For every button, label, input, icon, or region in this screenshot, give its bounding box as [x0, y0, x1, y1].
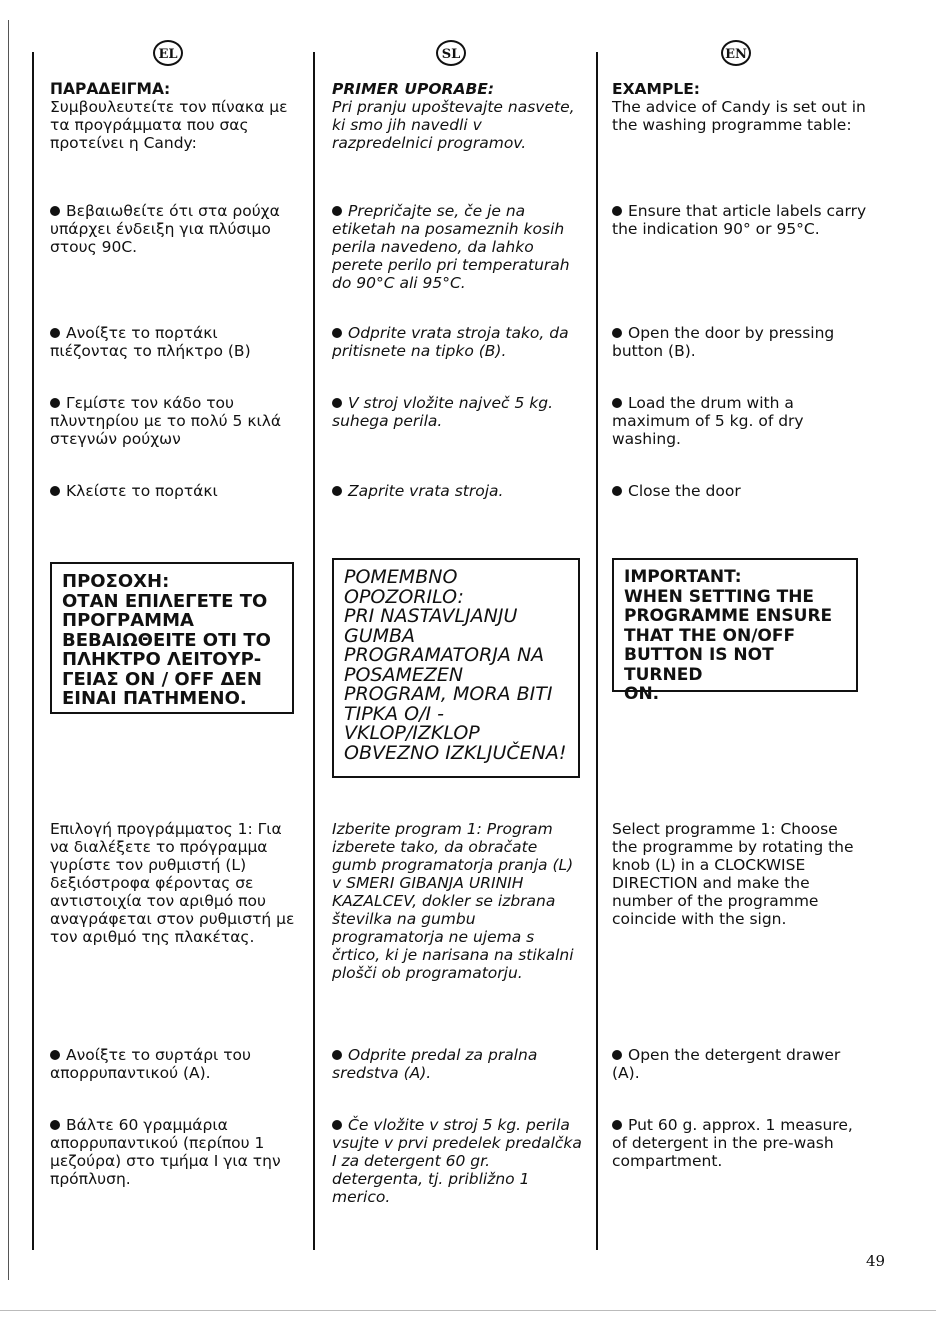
- step-text: Βάλτε 60 γραμμάρια απορρυπαντικού (περίπου 1 μεζούρα) στο τμήμα I για την πρόπλυση.: [50, 1116, 281, 1188]
- step-close-door: [612, 482, 867, 500]
- step-add-detergent: [612, 1116, 867, 1170]
- column-divider-right: [596, 52, 598, 1250]
- step-text: Βεβαιωθείτε ότι στα ρούχα υπάρχει ένδειξη για πλύσιμο στους 90C.: [50, 202, 280, 256]
- warning-line: ΠΡΟΓΡΑΜΜΑ: [62, 610, 194, 631]
- bottom-rule: [0, 1310, 936, 1311]
- warning-line: ΠΡΟΣΟΧΗ:: [62, 571, 170, 592]
- warning-line: OPOZORILO:: [344, 585, 464, 608]
- select-programme-text: Επιλογή προγράμματος 1: Για να διαλέξετε το πρόγραμμα γυρίστε τον ρυθμιστή (L) δεξιόστροφα φέροντας σε αντιστοιχία τον αριθμό που αναγράφεται στον ρυθμιστή με τον αριθμό της πλακέτας.: [50, 820, 295, 946]
- language-badge-en: EN: [721, 40, 751, 66]
- step-close-door: [332, 482, 584, 500]
- language-badge-sl: SL: [436, 40, 466, 66]
- select-programme-text: Izberite program 1: Program izberete tako, da obračate gumb programatorja pranja (L) v SMERI GIBANJA URINIH KAZALCEV, dokler se izbrana številka na gumbu programatorja ne ujema s črtico, ki je narisana na stikalni plošči ob programatorju.: [332, 820, 574, 982]
- warning-box: [612, 558, 858, 704]
- warning-box: [50, 562, 294, 714]
- warning-line: ΒΕΒΑΙΩΘΕΙΤΕ ΟΤΙ ΤΟ: [62, 629, 271, 651]
- example-block: [50, 80, 300, 152]
- warning-line: OBVEZNO IZKLJUČENA!: [344, 741, 567, 764]
- warning-line: ΓΕΙΑΣ ON / OFF ΔΕΝ: [62, 668, 262, 690]
- example-heading: PRIMER UPORABE:: [332, 80, 495, 98]
- step-load-drum: [332, 394, 584, 430]
- step-text: Put 60 g. approx. 1 measure, of detergent in the pre-wash compartment.: [612, 1116, 853, 1170]
- warning-line: GUMBA: [344, 624, 416, 647]
- column-divider-middle: [313, 52, 315, 1250]
- example-text: Pri pranju upoštevajte nasvete, ki smo jih navedli v razpredelnici programov.: [332, 98, 575, 152]
- step-text: Prepričajte se, če je na etiketah na posameznih kosih perila navedeno, da lahko perete perilo pri temperaturah do 90°C ali 95°C.: [332, 202, 570, 292]
- step-text: Load the drum with a maximum of 5 kg. of dry washing.: [612, 394, 804, 448]
- step-text: Γεμίστε τον κάδο του πλυντηρίου με το πολύ 5 κιλά στεγνών ρούχων: [50, 394, 282, 448]
- column-divider-left: [32, 52, 34, 1250]
- select-programme-text: Select programme 1: Choose the programme by rotating the knob (L) in a CLOCKWISE DIRECTION and make the number of the programme coincide with the sign.: [612, 820, 854, 928]
- step-text: Κλείστε το πορτάκι: [66, 482, 218, 500]
- warning-line: BUTTON IS NOT TURNED: [624, 645, 774, 685]
- step-text: Odprite predal za pralna sredstva (A).: [332, 1046, 538, 1082]
- step-text: Zaprite vrata stroja.: [348, 482, 504, 500]
- step-open-door: [332, 324, 584, 360]
- step-load-drum: [612, 394, 867, 448]
- step-text: Open the door by pressing button (B).: [612, 324, 835, 360]
- example-block: [612, 80, 867, 134]
- warning-line: VKLOP/IZKLOP: [344, 722, 480, 744]
- step-text: Ensure that article labels carry the indication 90° or 95°C.: [612, 202, 867, 238]
- page-number: 49: [866, 1252, 886, 1270]
- warning-line: ΟΤΑΝ ΕΠΙΛΕΓΕΤΕ ΤΟ: [62, 590, 268, 612]
- step-text: V stroj vložite največ 5 kg. suhega perila.: [332, 394, 554, 430]
- warning-line: POMEMBNO: [344, 566, 458, 588]
- step-add-detergent: [50, 1116, 300, 1188]
- step-open-door: [612, 324, 867, 360]
- step-check-labels: [332, 202, 584, 292]
- example-heading: ΠΑΡΑΔΕΙΓΜΑ:: [50, 80, 171, 98]
- step-text: Odprite vrata stroja tako, da pritisnete na tipko (B).: [332, 324, 569, 360]
- step-text: Open the detergent drawer (A).: [612, 1046, 841, 1082]
- step-load-drum: [50, 394, 300, 448]
- step-close-door: [50, 482, 300, 500]
- warning-line: ON.: [624, 684, 660, 704]
- warning-line: IMPORTANT:: [624, 567, 742, 587]
- warning-line: ΠΛΗΚΤΡΟ ΛΕΙΤΟΥΡ-: [62, 649, 262, 670]
- warning-line: THAT THE ON/OFF: [624, 625, 796, 646]
- warning-box: [332, 558, 580, 778]
- warning-line: PROGRAM, MORA BITI: [344, 683, 553, 705]
- example-text: The advice of Candy is set out in the washing programme table:: [612, 98, 866, 134]
- step-check-labels: [50, 202, 300, 256]
- step-text: Ανοίξτε το πορτάκι πιέζοντας το πλήκτρο (B): [50, 324, 251, 360]
- step-text: Close the door: [628, 482, 741, 500]
- step-text: Če vložite v stroj 5 kg. perila vsujte v prvi predelek predalčka I za detergent 60 gr. detergenta, tj. približno 1 merico.: [332, 1116, 582, 1206]
- step-open-drawer: [50, 1046, 300, 1082]
- step-add-detergent: [332, 1116, 584, 1206]
- step-text: Ανοίξτε το συρτάρι του απορρυπαντικού (A).: [50, 1046, 251, 1082]
- step-open-drawer: [612, 1046, 867, 1082]
- step-check-labels: [612, 202, 867, 238]
- warning-line: ΕΙΝΑΙ ΠΑΤΗΜΕΝΟ.: [62, 688, 247, 709]
- language-badge-el: EL: [153, 40, 183, 66]
- warning-line: PRI NASTAVLJANJU: [344, 605, 518, 627]
- example-heading: EXAMPLE:: [612, 80, 700, 98]
- example-block: [332, 80, 584, 152]
- warning-line: PROGRAMME ENSURE: [624, 606, 833, 626]
- warning-line: WHEN SETTING THE: [624, 586, 815, 607]
- step-open-drawer: [332, 1046, 584, 1082]
- example-text: Συμβουλευτείτε τον πίνακα με τα προγράμματα που σας προτείνει η Candy:: [50, 98, 288, 152]
- warning-line: POSAMEZEN: [344, 663, 464, 686]
- binding-edge-line: [8, 20, 9, 1280]
- warning-line: TIPKA O/I -: [344, 702, 445, 725]
- step-open-door: [50, 324, 300, 360]
- warning-line: PROGRAMATORJA NA: [344, 644, 545, 666]
